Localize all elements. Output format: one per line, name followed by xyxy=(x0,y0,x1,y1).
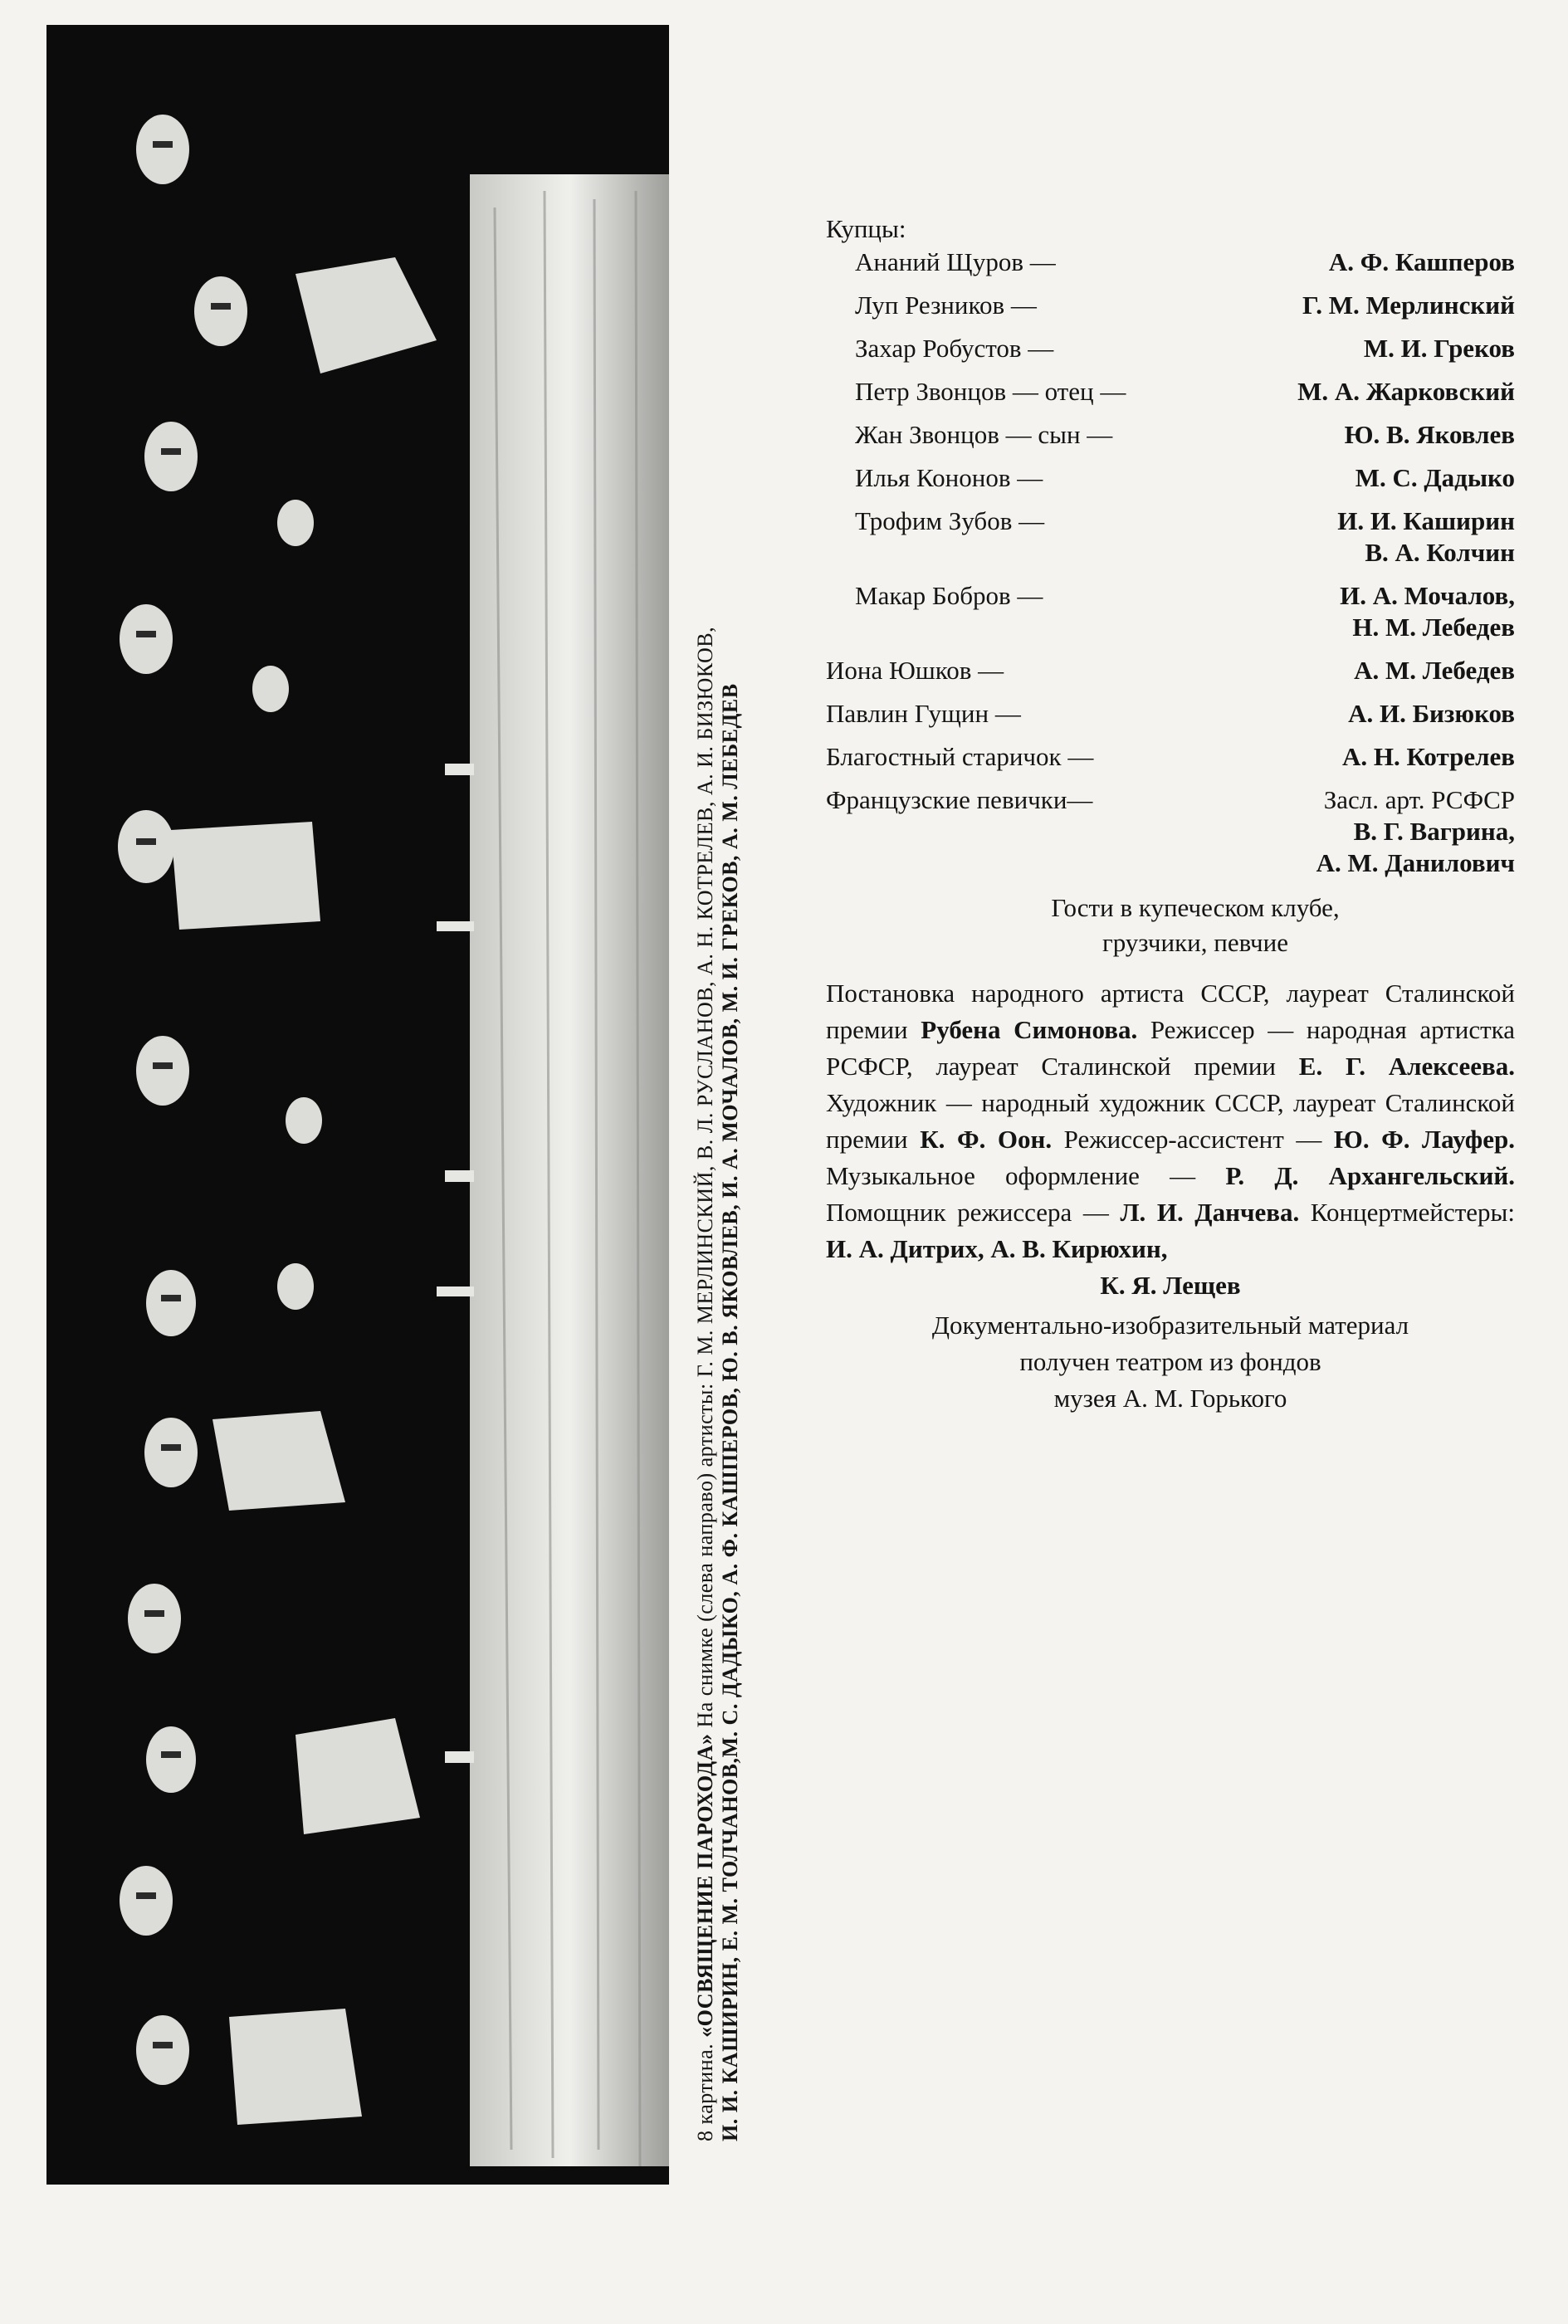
doc-line-1: Документально-изобразительный материал xyxy=(931,1311,1409,1340)
production-credits xyxy=(826,975,1515,1417)
credits-text: Концертмейстеры: xyxy=(1299,1198,1515,1227)
document-source-note xyxy=(826,1307,1515,1417)
caption-lead: 8 картина. xyxy=(693,2037,717,2141)
guests-note xyxy=(826,891,1515,960)
cast-row xyxy=(826,462,1515,494)
stage-photo-drawing xyxy=(46,25,669,2185)
cast-row xyxy=(826,580,1515,643)
cast-actor-name: Г. М. Мерлинский xyxy=(1302,290,1515,320)
cast-actor xyxy=(1337,505,1515,569)
credits-name: И. А. Дитрих, А. В. Кирюхин, xyxy=(826,1234,1168,1263)
singers-actor-2: А. М. Данилович xyxy=(1316,848,1515,877)
credits-name: Л. И. Данчева. xyxy=(1120,1198,1300,1227)
cast-rows xyxy=(826,247,1515,773)
cast-actor-name: И. И. Каширин xyxy=(1337,506,1515,535)
cast-actor xyxy=(1297,376,1515,408)
credits-name: Е. Г. Алексеева. xyxy=(1298,1052,1516,1081)
cast-actor xyxy=(1364,333,1515,364)
caption-line-2: И. И. КАШИРИН, Е. М. ТОЛЧАНОВ,М. С. ДАДЫКО, А. Ф. КАШПЕРОВ, Ю. В. ЯКОВЛЕВ, И. А. МОЧАЛОВ, М. И. ГРЕКОВ, А. М. ЛЕБЕДЕВ xyxy=(718,683,742,2141)
cast-actor xyxy=(1342,741,1515,773)
singers-actor-1: В. Г. Вагрина, xyxy=(1353,817,1515,846)
caption-line-1 xyxy=(693,216,718,2141)
caption-names: Г. М. МЕРЛИНСКИЙ, В. Л. РУСЛАНОВ, А. Н. КОТРЕЛЕВ, А. И. БИЗЮКОВ, xyxy=(693,626,717,1378)
cast-role: Благостный старичок — xyxy=(826,742,1094,771)
credits-text: Художник — народный художник СССР, лауреат Сталинской премии xyxy=(826,1088,1515,1154)
stage-photo xyxy=(46,25,669,2185)
caption-rest: На снимке (слева направо) артисты: xyxy=(693,1377,717,1734)
cast-actor-name: Н. М. Лебедев xyxy=(1352,613,1515,642)
cast-actor xyxy=(1345,419,1515,451)
credits-last-line xyxy=(826,1267,1515,1304)
cast-role: Луп Резников — xyxy=(855,290,1037,320)
cast-row-singers xyxy=(826,784,1515,879)
cast-actor xyxy=(1356,462,1515,494)
cast-actor-name: А. М. Лебедев xyxy=(1354,656,1515,685)
credits-name: К. Я. Лещев xyxy=(1100,1271,1241,1300)
cast-row xyxy=(826,698,1515,730)
singers-title: Засл. арт. РСФСР xyxy=(1323,785,1515,814)
credits-name: К. Ф. Оон. xyxy=(920,1125,1053,1154)
cast-role: Илья Кононов — xyxy=(855,463,1043,492)
cast-actor-name: М. А. Жарковский xyxy=(1297,377,1515,406)
cast-row xyxy=(826,247,1515,278)
credits-text: Режиссер — народная артистка РСФСР, лауреат Сталинской премии xyxy=(826,1015,1515,1081)
cast-role: Ананий Щуров — xyxy=(855,247,1056,276)
cast-actor-name: М. И. Греков xyxy=(1363,334,1515,363)
cast-actor xyxy=(1354,655,1515,686)
cast-actor-name: И. А. Мочалов, xyxy=(1340,581,1515,610)
guests-line-1: Гости в купеческом клубе, xyxy=(1051,893,1340,922)
cast-actor-name: А. Ф. Кашперов xyxy=(1328,247,1515,276)
cast-row xyxy=(826,333,1515,364)
credits-name: Рубена Симонова. xyxy=(921,1015,1138,1044)
credits-text: Помощник режиссера — xyxy=(826,1198,1121,1227)
credits-paragraph xyxy=(826,975,1515,1267)
cast-row xyxy=(826,290,1515,321)
cast-role: Трофим Зубов — xyxy=(855,506,1045,535)
cast-actor-name: А. Н. Котрелев xyxy=(1341,742,1515,771)
cast-actor xyxy=(1348,698,1515,730)
cast-row xyxy=(826,655,1515,686)
cast-actor-name: М. С. Дадыко xyxy=(1355,463,1515,492)
cast-role: Жан Звонцов — сын — xyxy=(855,420,1113,449)
credits-text: Постановка народного артиста СССР, лауреат Сталинской премии xyxy=(826,979,1515,1044)
cast-row xyxy=(826,419,1515,451)
cast-actor-name: Ю. В. Яковлев xyxy=(1344,420,1515,449)
credits-name: Р. Д. Архангельский. xyxy=(1225,1161,1515,1190)
cast-row xyxy=(826,505,1515,569)
cast-row xyxy=(826,376,1515,408)
credits-text: Режиссер-ассистент — xyxy=(1052,1125,1334,1154)
cast-actor xyxy=(1316,784,1515,879)
cast-actor xyxy=(1340,580,1515,643)
credits-name: Ю. Ф. Лауфер. xyxy=(1333,1125,1515,1154)
cast-title: Купцы: xyxy=(826,214,906,243)
cast-role: Захар Робустов — xyxy=(855,334,1054,363)
doc-line-3: музея А. М. Горького xyxy=(1053,1384,1287,1413)
cast-list xyxy=(826,212,1515,960)
cast-role: Макар Бобров — xyxy=(855,581,1043,610)
guests-line-2: грузчики, певчие xyxy=(1102,928,1288,957)
cast-actor-name: А. И. Бизюков xyxy=(1348,699,1515,728)
cast-actor xyxy=(1302,290,1515,321)
cast-actor xyxy=(1329,247,1515,278)
photo-caption xyxy=(693,216,743,2141)
credits-text: Музыкальное оформление — xyxy=(826,1161,1226,1190)
cast-role: Павлин Гущин — xyxy=(826,699,1021,728)
caption-title: «ОСВЯЩЕНИЕ ПАРОХОДА» xyxy=(693,1733,717,2038)
cast-actor-name: В. А. Колчин xyxy=(1365,538,1515,567)
cast-role: Французские певички— xyxy=(826,785,1093,814)
doc-line-2: получен театром из фондов xyxy=(1019,1347,1321,1376)
cast-role: Петр Звонцов — отец — xyxy=(855,377,1126,406)
cast-row xyxy=(826,741,1515,773)
cast-role: Иона Юшков — xyxy=(826,656,1004,685)
